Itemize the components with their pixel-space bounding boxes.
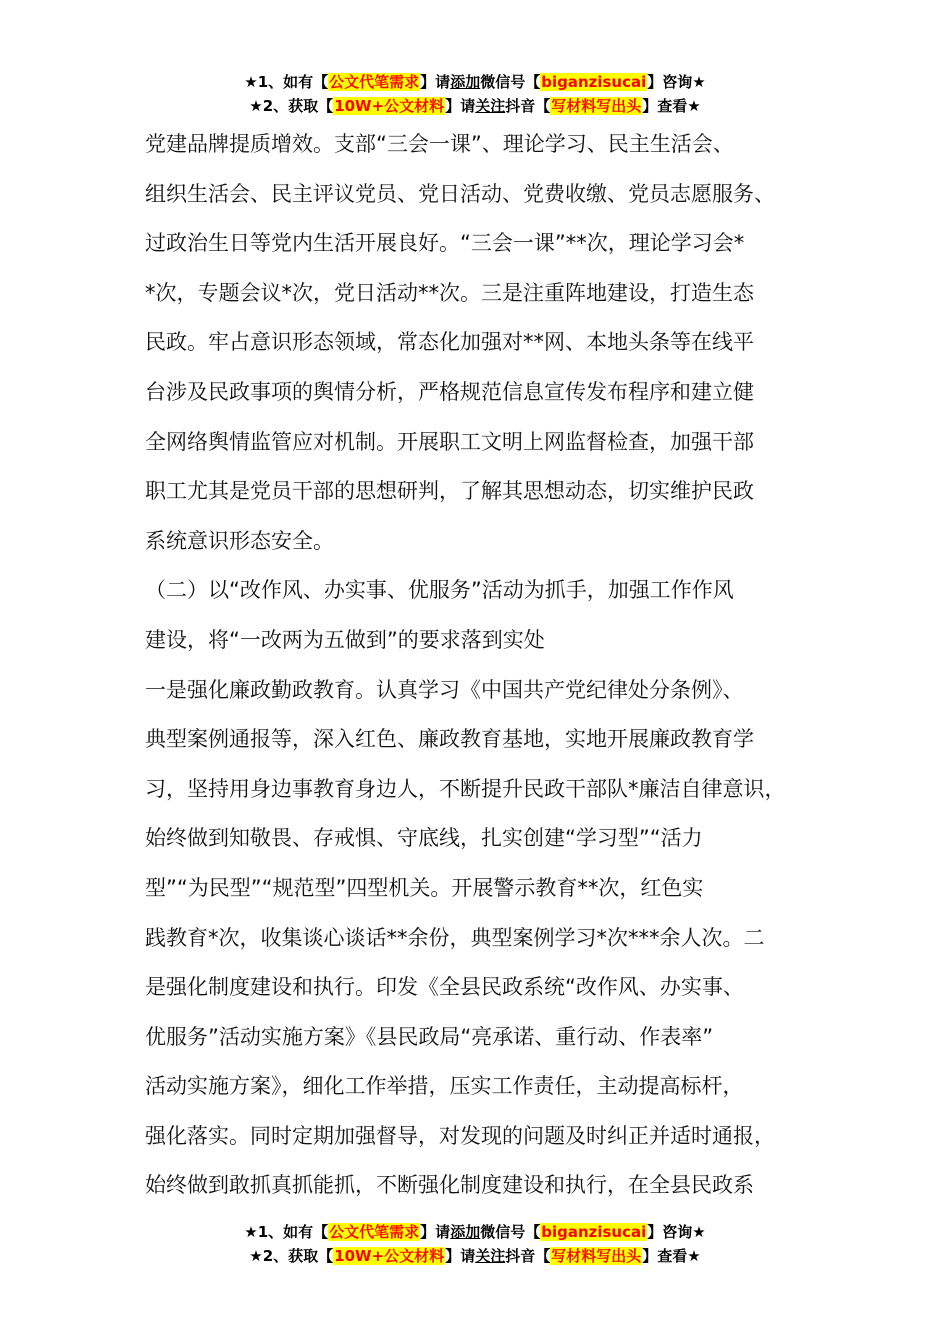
banner-text: 】查看★	[642, 97, 701, 115]
banner-text: 】咨询★	[647, 1223, 706, 1241]
header-banner-line-2	[0, 94, 950, 118]
document-body	[145, 120, 835, 1211]
body-line: 践教育*次，收集谈心谈话**余份，典型案例学习*次***余人次。二	[145, 925, 765, 950]
banner-highlight: biganzisucai	[541, 1223, 647, 1241]
banner-highlight: 写材料写出头	[551, 97, 642, 115]
banner-text: ★2、获取【	[249, 1247, 334, 1265]
banner-highlight: 写材料写出头	[551, 1247, 642, 1265]
body-line: 一是强化廉政勤政教育。认真学习《中国共产党纪律处分条例》、	[145, 677, 744, 702]
body-line: 型”“为民型”“规范型”四型机关。开展警示教育**次，红色实	[145, 875, 704, 900]
body-line: 是强化制度建设和执行。印发《全县民政系统“改作风、办实事、	[145, 975, 744, 1000]
banner-text: 微信号【	[480, 73, 541, 91]
banner-highlight: 公文代笔需求	[329, 73, 420, 91]
banner-text: 】请	[445, 1247, 476, 1265]
body-line: 系统意识形态安全。	[145, 528, 334, 553]
body-line: 优服务”活动实施方案》《县民政局“亮承诺、重行动、作表率”	[145, 1024, 714, 1049]
body-line: 典型案例通报等，深入红色、廉政教育基地，实地开展廉政教育学	[145, 727, 754, 752]
body-line: 台涉及民政事项的舆情分析，严格规范信息宣传发布程序和建立健	[145, 379, 754, 404]
banner-underlined-text: 添加	[450, 73, 481, 91]
banner-highlight: biganzisucai	[541, 73, 647, 91]
banner-highlight: 10W+公文材料	[334, 1247, 445, 1265]
banner-text: 抖音【	[505, 1247, 551, 1265]
body-line: 职工尤其是党员干部的思想研判，了解其思想动态，切实维护民政	[145, 479, 754, 504]
body-line: 始终做到知敬畏、存戒惧、守底线，扎实创建“学习型”“活力	[145, 826, 703, 851]
body-line: 活动实施方案》，细化工作举措，压实工作责任，主动提高标杆，	[145, 1074, 744, 1099]
body-line: 全网络舆情监管应对机制。开展职工文明上网监督检查，加强干部	[145, 429, 754, 454]
footer-banner	[0, 1220, 950, 1268]
body-line: 民政。牢占意识形态领域，常态化加强对**网、本地头条等在线平	[145, 330, 754, 355]
body-line: 强化落实。同时定期加强督导，对发现的问题及时纠正并适时通报，	[145, 1123, 775, 1148]
body-line: 过政治生日等党内生活开展良好。“三会一课”**次，理论学习会*	[145, 231, 745, 256]
banner-text: 微信号【	[480, 1223, 541, 1241]
banner-underlined-text: 关注	[475, 1247, 506, 1265]
banner-text: 】请	[420, 1223, 451, 1241]
body-line: 始终做到敢抓真抓能抓，不断强化制度建设和执行，在全县民政系	[145, 1173, 754, 1198]
banner-text: 】请	[420, 73, 451, 91]
footer-banner-line-1	[0, 1220, 950, 1244]
banner-underlined-text: 关注	[475, 97, 506, 115]
banner-text: 】查看★	[642, 1247, 701, 1265]
body-line: 组织生活会、民主评议党员、党日活动、党费收缴、党员志愿服务、	[145, 181, 775, 206]
header-banner	[0, 70, 950, 118]
section-heading-line: 建设，将“一改两为五做到”的要求落到实处	[145, 627, 545, 652]
banner-text: 】请	[445, 97, 476, 115]
banner-text: ★2、获取【	[249, 97, 334, 115]
banner-highlight: 10W+公文材料	[334, 97, 445, 115]
body-line: *次，专题会议*次，党日活动**次。三是注重阵地建设，打造生态	[145, 280, 754, 305]
banner-underlined-text: 添加	[450, 1223, 481, 1241]
banner-text: 】咨询★	[647, 73, 706, 91]
banner-text: ★1、如有【	[244, 1223, 329, 1241]
section-heading-line: （二）以“改作风、办实事、优服务”活动为抓手，加强工作作风	[145, 578, 734, 603]
body-line: 习，坚持用身边事教育身边人，不断提升民政干部队*廉洁自律意识，	[145, 776, 786, 801]
banner-text: ★1、如有【	[244, 73, 329, 91]
body-line: 党建品牌提质增效。支部“三会一课”、理论学习、民主生活会、	[145, 132, 734, 156]
header-banner-line-1	[0, 70, 950, 94]
banner-text: 抖音【	[505, 97, 551, 115]
banner-highlight: 公文代笔需求	[329, 1223, 420, 1241]
footer-banner-line-2	[0, 1244, 950, 1268]
